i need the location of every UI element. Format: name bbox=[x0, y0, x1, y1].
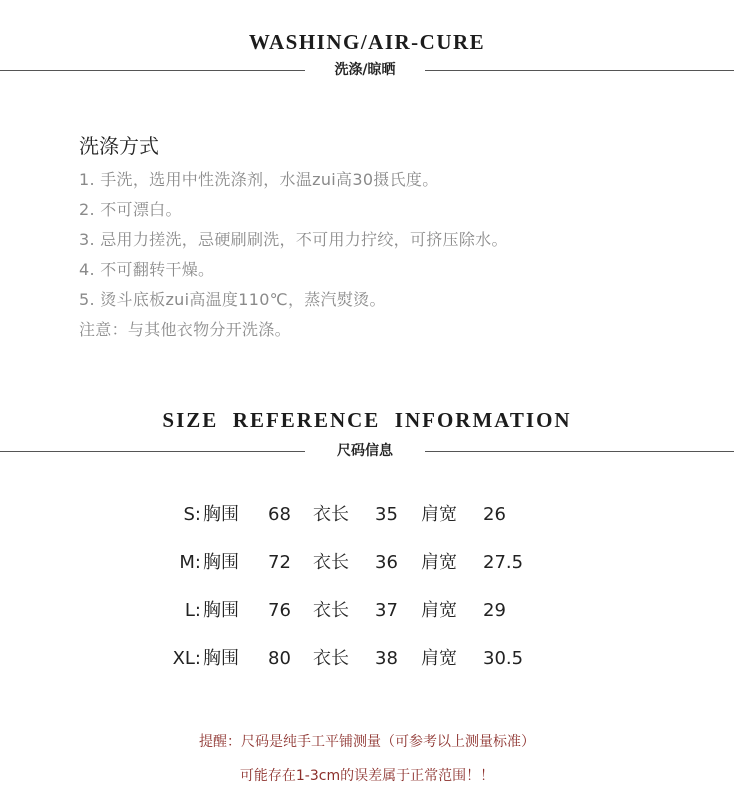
washing-note: 注意：与其他衣物分开洗涤。 bbox=[79, 320, 291, 339]
length-value: 37 bbox=[375, 600, 398, 621]
shoulder-label: 肩宽 bbox=[421, 600, 457, 621]
washing-instructions-list bbox=[79, 165, 508, 345]
shoulder-value: 30.5 bbox=[483, 648, 524, 669]
size-label: S: bbox=[183, 504, 201, 525]
washing-instruction: 5. 烫斗底板zui高温度110℃，蒸汽熨烫。 bbox=[79, 290, 386, 309]
divider-left bbox=[0, 70, 305, 71]
length-label: 衣长 bbox=[313, 600, 349, 621]
chest-value: 72 bbox=[268, 552, 291, 573]
size-rule-row bbox=[0, 441, 734, 461]
shoulder-label: 肩宽 bbox=[421, 552, 457, 573]
shoulder-value: 27.5 bbox=[483, 552, 524, 573]
chest-value: 80 bbox=[268, 648, 291, 669]
length-label: 衣长 bbox=[313, 552, 349, 573]
size-label: XL: bbox=[172, 648, 201, 669]
washing-instruction: 1. 手洗，选用中性洗涤剂，水温zui高30摄氏度。 bbox=[79, 170, 439, 189]
chest-label: 胸围 bbox=[203, 648, 239, 669]
shoulder-value: 26 bbox=[483, 504, 506, 525]
divider-left bbox=[0, 451, 305, 452]
shoulder-label: 肩宽 bbox=[421, 648, 457, 669]
chest-label: 胸围 bbox=[203, 600, 239, 621]
measurement-note: 提醒：尺码是纯手工平铺测量（可参考以上测量标准） bbox=[199, 734, 535, 750]
chest-value: 76 bbox=[268, 600, 291, 621]
size-title-en: SIZE REFERENCE INFORMATION bbox=[162, 408, 572, 432]
washing-rule-row bbox=[0, 60, 734, 80]
washing-instruction: 4. 不可翻转干燥。 bbox=[79, 260, 215, 279]
washing-subtitle-cn: 洗涤/晾晒 bbox=[334, 62, 396, 78]
chest-label: 胸围 bbox=[203, 552, 239, 573]
divider-right bbox=[425, 451, 734, 452]
length-label: 衣长 bbox=[313, 504, 349, 525]
chest-value: 68 bbox=[268, 504, 291, 525]
tolerance-note: 可能存在1-3cm的误差属于正常范围！！ bbox=[239, 768, 495, 784]
washing-instruction: 3. 忌用力搓洗，忌硬刷刷洗，不可用力拧绞，可挤压除水。 bbox=[79, 230, 508, 249]
size-subtitle-cn: 尺码信息 bbox=[337, 443, 393, 459]
size-label: M: bbox=[179, 552, 201, 573]
washing-instruction: 2. 不可漂白。 bbox=[79, 200, 182, 219]
chest-label: 胸围 bbox=[203, 504, 239, 525]
washing-method-title: 洗涤方式 bbox=[79, 134, 159, 158]
washing-title-en: WASHING/AIR-CURE bbox=[248, 30, 486, 54]
length-label: 衣长 bbox=[313, 648, 349, 669]
shoulder-label: 肩宽 bbox=[421, 504, 457, 525]
length-value: 36 bbox=[375, 552, 398, 573]
size-label: L: bbox=[184, 600, 201, 621]
length-value: 35 bbox=[375, 504, 398, 525]
length-value: 38 bbox=[375, 648, 398, 669]
divider-right bbox=[425, 70, 734, 71]
shoulder-value: 29 bbox=[483, 600, 506, 621]
